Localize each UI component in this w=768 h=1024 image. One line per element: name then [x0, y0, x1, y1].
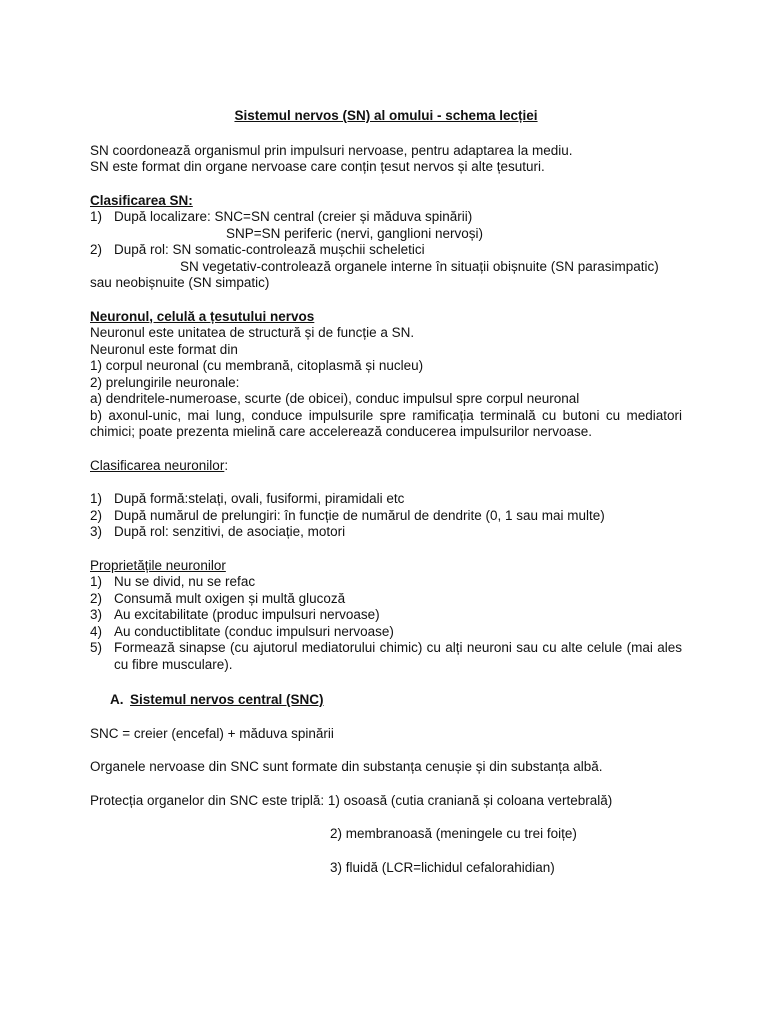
- item-number: 4): [90, 623, 103, 639]
- snc-line-2: Organele nervoase din SNC sunt formate din substanța cenușie și din substanța albă.: [90, 759, 603, 774]
- intro-line-1: SN coordonează organismul prin impulsuri nervoase, pentru adaptarea la mediu.: [90, 142, 573, 158]
- neuron-line: Neuronul este unitatea de structură și de funcție a SN.: [90, 325, 415, 340]
- properties-heading: Proprietățile neuronilor: [90, 557, 226, 573]
- neuron-line: b) axonul-unic, mai lung, conduce impulsurile spre ramificația terminală cu butoni cu mediatori chimici; poate prezenta mielină care accelerează conducerea impulsurilor nervoase.: [90, 407, 682, 439]
- spacer: [90, 441, 682, 458]
- list-item: [90, 491, 682, 508]
- item-number: 1): [90, 491, 103, 506]
- neuron-classification-heading: [90, 458, 682, 475]
- item-text: După localizare: SNC=SN central (creier și măduva spinării): [114, 209, 473, 224]
- spacer: [90, 292, 682, 309]
- classification-item-2: [90, 242, 682, 259]
- item-number: 3): [90, 524, 103, 539]
- spacer: [90, 176, 682, 193]
- classification-heading: Clasificarea SN:: [90, 192, 193, 208]
- item-text: Nu se divid, nu se refac: [114, 574, 256, 589]
- item-number: 5): [90, 640, 103, 655]
- spacer: [90, 843, 682, 860]
- spacer: [90, 742, 682, 759]
- item-text: După rol: senzitivi, de asociație, motori: [114, 524, 346, 539]
- item-number: 2): [90, 590, 103, 606]
- section-letter: A.: [110, 692, 124, 707]
- list-item: [90, 640, 682, 673]
- spacer: [90, 709, 682, 726]
- list-item: [90, 591, 682, 608]
- document-title: Sistemul nervos (SN) al omului - schema lecției: [234, 108, 538, 123]
- item-text: Au excitabilitate (produc impulsuri nervoase): [114, 607, 380, 622]
- item-text: După rol: SN somatic-controlează mușchii scheletici: [114, 242, 425, 257]
- snc-line-4: 2) membranoasă (meningele cu trei foițe): [330, 826, 577, 841]
- classification-item-1: [90, 209, 682, 226]
- item-text: După formă:stelați, ovali, fusiformi, piramidali etc: [114, 491, 405, 506]
- spacer: [90, 673, 682, 690]
- spacer: [90, 474, 682, 491]
- item-number: 1): [90, 209, 103, 224]
- item-number: 2): [90, 242, 103, 257]
- neuron-line: 1) corpul neuronal (cu membrană, citoplasmă și nucleu): [90, 358, 424, 373]
- document-page: [90, 108, 682, 876]
- snc-line-5: 3) fluidă (LCR=lichidul cefalorahidian): [330, 859, 555, 875]
- list-item: [90, 524, 682, 541]
- classification-item-2-continuation-2: sau neobișnuite (SN simpatic): [90, 275, 270, 290]
- snc-line-3: Protecția organelor din SNC este triplă: 1) osoasă (cutia craniană și coloana vertebrală): [90, 792, 613, 808]
- neuron-line: Neuronul este format din: [90, 341, 238, 357]
- item-text: Formează sinapse (cu ajutorul mediatorului chimic) cu alți neuroni sau cu alte celule (mai ales cu fibre musculare).: [114, 640, 682, 672]
- list-item: [90, 624, 682, 641]
- heading-colon: :: [224, 457, 229, 473]
- spacer: [90, 541, 682, 558]
- neuron-heading: Neuronul, celulă a țesutului nervos: [90, 308, 315, 324]
- item-text: După numărul de prelungiri: în funcție de numărul de dendrite (0, 1 sau mai multe): [114, 507, 605, 523]
- list-item: [90, 574, 682, 591]
- item-text: Au conductiblitate (conduc impulsuri nervoase): [114, 623, 394, 639]
- section-a-heading: [90, 692, 682, 709]
- intro-line-2: SN este format din organe nervoase care conțin țesut nervos și alte țesuturi.: [90, 159, 545, 174]
- section-title: Sistemul nervos central (SNC): [130, 692, 324, 707]
- classification-item-2-continuation: SN vegetativ-controlează organele interne în situații obișnuite (SN parasimpatic): [180, 258, 659, 274]
- classification-item-1-continuation: SNP=SN periferic (nervi, ganglioni nervoși): [226, 225, 483, 241]
- neuron-classification-heading-text: Clasificarea neuronilor: [90, 457, 225, 473]
- item-text: Consumă mult oxigen și multă glucoză: [114, 590, 346, 606]
- spacer: [90, 776, 682, 793]
- item-number: 1): [90, 574, 103, 589]
- spacer: [90, 809, 682, 826]
- neuron-line: 2) prelungirile neuronale:: [90, 374, 240, 390]
- list-item: [90, 508, 682, 525]
- list-item: [90, 607, 682, 624]
- item-number: 3): [90, 607, 103, 622]
- snc-line-1: SNC = creier (encefal) + măduva spinării: [90, 725, 334, 741]
- item-number: 2): [90, 507, 103, 523]
- neuron-line: a) dendritele-numeroase, scurte (de obicei), conduc impulsul spre corpul neuronal: [90, 391, 580, 406]
